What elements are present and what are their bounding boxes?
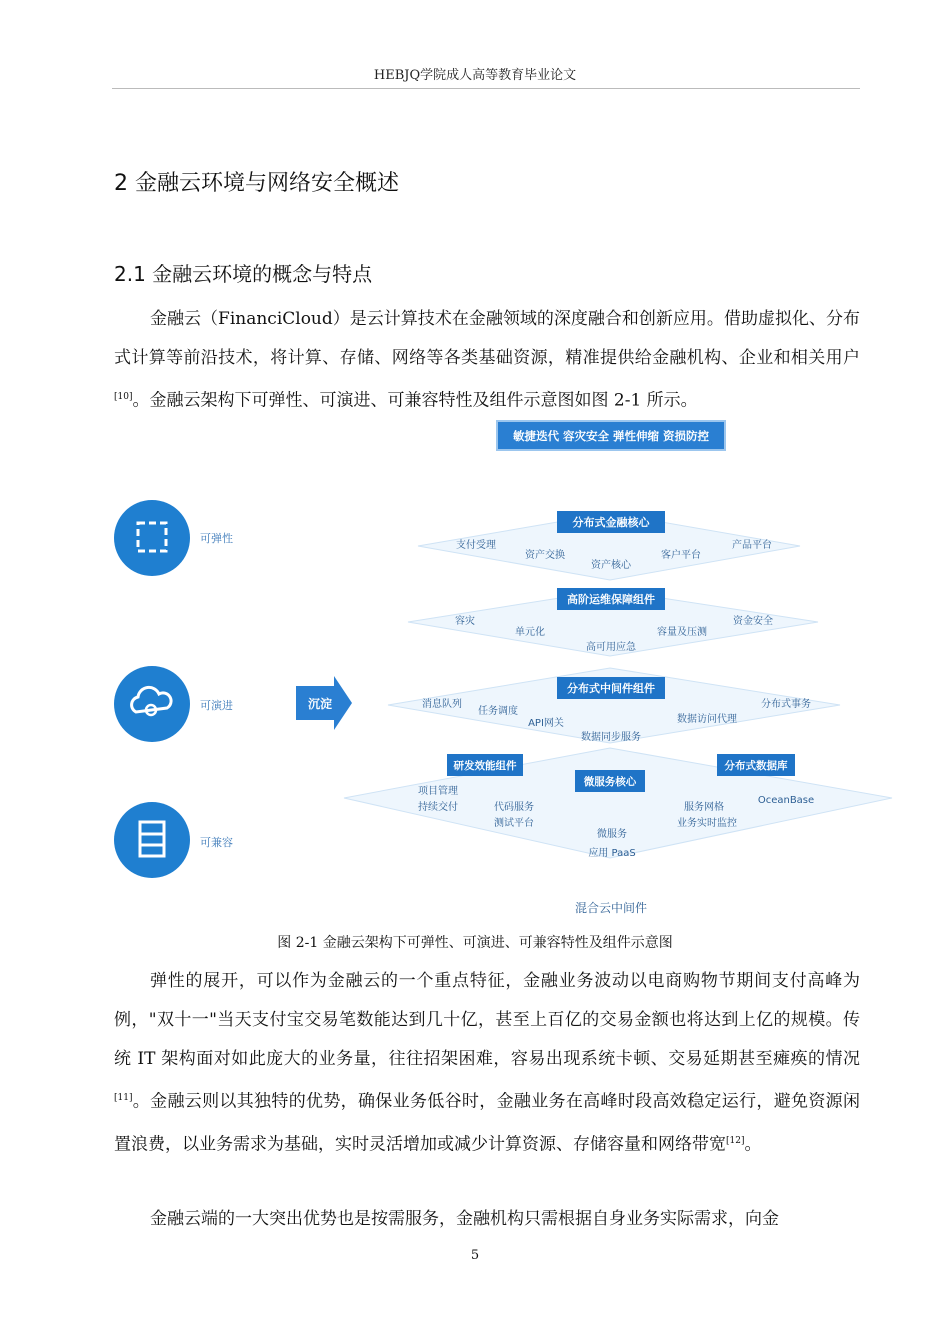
item-data-sync: 数据同步服务 [581, 732, 641, 743]
label-compatible: 可兼容 [200, 836, 233, 849]
item-app-paas: 应用 PaaS [588, 848, 636, 859]
banner-text: 敏捷迭代 容灾安全 弹性伸缩 资损防控 [512, 429, 710, 443]
page-number: 5 [470, 1248, 480, 1263]
cloud-sync-icon [114, 666, 190, 742]
item-asset-core: 资产核心 [591, 560, 631, 571]
running-header: HEBJQ学院成人高等教育毕业论文 [373, 68, 577, 83]
label-evolvable: 可演进 [200, 699, 233, 712]
server-icon [114, 802, 190, 878]
paragraph-2: 弹性的展开，可以作为金融云的一个重点特征，金融业务波动以电商购物节期间支付高峰为例，"双十一"当天支付宝交易笔数能达到几十亿，甚至上百亿的交易金额也将达到上亿的规模。传统 IT 架构面对如此庞大的业务量，往往招架困难，容易出现系统卡顿、交易延期甚至瘫痪的情况[11]。金融云则以其独特的优势，确保业务低谷时，金融业务在高峰时段高效稳定运行，避免资源闲置浪费，以业务需求为基础，实时灵活增加或减少计算资源、存储容量和网络带宽[12]。 [114, 971, 860, 1155]
paragraph-1: 金融云（FinanciCloud）是云计算技术在金融领域的深度融合和创新应用。借助虚拟化、分布式计算等前沿技术，将计算、存储、网络等各类基础资源，精准提供给金融机构、企业和相关用户[10]。金融云架构下可弹性、可演进、可兼容特性及组件示意图如图 2-1 所示。 [114, 309, 860, 411]
figure-caption: 图 2-1 金融云架构下可弹性、可演进、可兼容特性及组件示意图 [277, 935, 673, 951]
elastic-icon [114, 500, 190, 576]
bottom-label: 混合云中间件 [574, 901, 648, 915]
layer-4-right-title: 分布式数据库 [724, 760, 788, 772]
item-test-platform: 测试平台 [494, 818, 534, 829]
layer-1-title: 分布式金融核心 [572, 516, 650, 529]
item-api-gateway: API网关 [528, 718, 564, 729]
item-realtime-monitor: 业务实时监控 [677, 818, 737, 829]
item-high-availability: 高可用应急 [586, 642, 636, 653]
layer-4-title: 微服务核心 [583, 776, 637, 788]
section-title: 2 金融云环境与网络安全概述 [114, 171, 399, 196]
item-fund-security: 资金安全 [733, 616, 773, 627]
item-product-platform: 产品平台 [732, 540, 772, 551]
header-divider [112, 88, 860, 89]
item-microservice: 微服务 [597, 829, 627, 840]
item-distributed-transaction: 分布式事务 [761, 699, 811, 710]
label-elastic: 可弹性 [200, 532, 233, 545]
architecture-figure [100, 418, 900, 918]
citation-11[interactable]: [11] [114, 1093, 133, 1103]
item-capacity-test: 容量及压测 [657, 627, 707, 638]
item-message-queue: 消息队列 [422, 699, 462, 710]
layer-2-title: 高阶运维保障组件 [567, 593, 655, 606]
layer-3-title: 分布式中间件组件 [567, 682, 655, 695]
item-code-service: 代码服务 [494, 802, 534, 813]
item-payment: 支付受理 [456, 540, 496, 551]
item-unitization: 单元化 [515, 627, 545, 638]
item-disaster-recovery: 容灾 [455, 616, 475, 627]
citation-12[interactable]: [12] [726, 1135, 745, 1146]
subsection-title: 2.1 金融云环境的概念与特点 [114, 262, 373, 286]
layer-4-left-title: 研发效能组件 [453, 760, 517, 772]
arrow-label: 沉淀 [307, 697, 333, 711]
item-task-scheduling: 任务调度 [478, 706, 518, 717]
item-customer-platform: 客户平台 [661, 550, 701, 561]
item-project-management: 项目管理 [418, 786, 458, 797]
item-asset-exchange: 资产交换 [525, 550, 565, 561]
citation-10[interactable]: [10] [114, 392, 133, 402]
item-data-access-proxy: 数据访问代理 [677, 714, 737, 725]
item-continuous-delivery: 持续交付 [418, 802, 458, 813]
paragraph-3: 金融云端的一大突出优势也是按需服务，金融机构只需根据自身业务实际需求，向金 [150, 1209, 779, 1229]
item-oceanbase: OceanBase [757, 795, 815, 806]
item-service-mesh: 服务网格 [684, 802, 724, 813]
